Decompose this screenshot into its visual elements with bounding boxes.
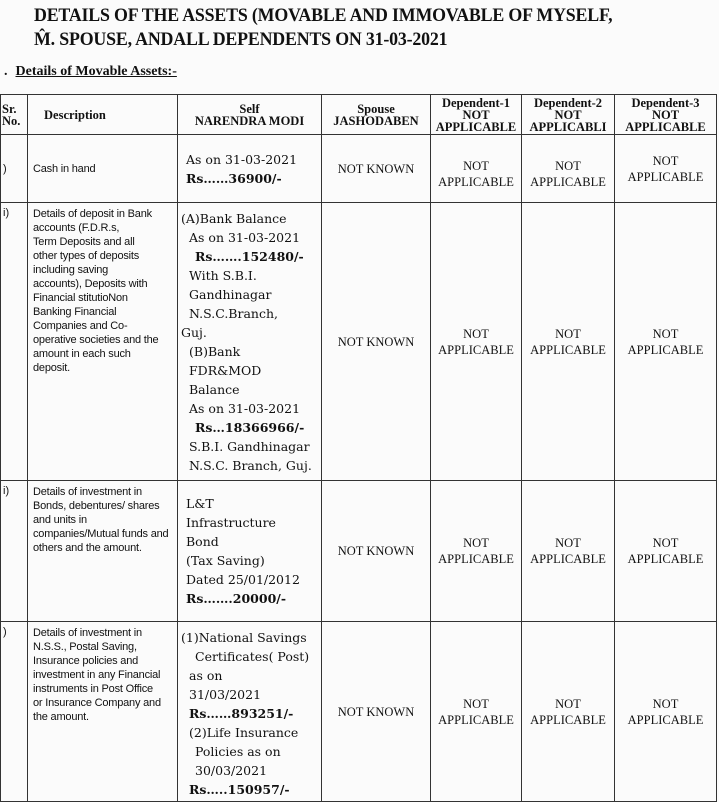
dep3-line: NOT xyxy=(652,536,679,550)
desc-line: Term Deposits and all xyxy=(33,236,135,248)
row-spouse-value: NOT KNOWN xyxy=(322,203,431,481)
self-line: 31/03/2021 xyxy=(189,687,262,702)
dep2-line: APPLICABLE xyxy=(530,342,606,357)
self-line: (A)Bank Balance xyxy=(181,210,287,226)
desc-line: accounts), Deposits with xyxy=(33,278,148,290)
header-dep2-line1: Dependent-2 xyxy=(533,95,603,110)
desc-line: Insurance policies and xyxy=(33,655,139,667)
header-dep2-line2: NOT xyxy=(554,107,582,122)
row-sr-no: i) xyxy=(1,203,28,481)
row-self-value xyxy=(178,203,322,481)
header-dep1-line2: NOT xyxy=(462,107,490,122)
row-dep3-value xyxy=(615,481,717,622)
dep3-line: APPLICABLE xyxy=(627,342,704,357)
desc-line: Banking Financial xyxy=(33,306,117,318)
self-line: With S.B.I. xyxy=(189,267,257,283)
dep2-line: APPLICABLE xyxy=(530,552,606,566)
dep1-line: APPLICABLE xyxy=(438,174,514,189)
header-sr-no xyxy=(1,95,28,135)
header-dep3-line1: Dependent-3 xyxy=(631,95,700,110)
row-dep1-value xyxy=(431,135,522,203)
section-heading xyxy=(4,64,177,80)
self-line: Bond xyxy=(186,534,219,549)
dep3-line: NOT xyxy=(652,696,679,711)
desc-line: the amount. xyxy=(33,711,89,723)
desc-line: or Insurance Company and xyxy=(33,697,161,709)
self-amount: Rs…..150957/- xyxy=(189,782,290,797)
dep2-line: NOT xyxy=(555,696,581,711)
self-line: (1)National Savings xyxy=(181,630,307,645)
dep2-line: APPLICABLE xyxy=(530,174,606,189)
self-line: Infrastructure xyxy=(186,515,276,530)
row-dep2-value xyxy=(522,203,615,481)
dep3-line: APPLICABLE xyxy=(627,712,704,727)
desc-line: Details of investment in xyxy=(33,627,142,639)
header-spouse-line1: Spouse xyxy=(357,101,395,116)
self-line: Dated 25/01/2012 xyxy=(186,572,300,587)
self-line: Certificates( Post) xyxy=(195,649,310,664)
row-spouse-value: NOT KNOWN xyxy=(322,481,431,622)
section-heading-text: Details of Movable Assets:- xyxy=(15,64,177,79)
self-amount: Rs……893251/- xyxy=(189,706,294,721)
header-dependent-2 xyxy=(522,95,615,135)
self-line: Guj. xyxy=(181,324,207,340)
self-line: As on 31-03-2021 xyxy=(186,151,298,167)
desc-line: N.S.S., Postal Saving, xyxy=(33,641,137,653)
desc-line: Bonds, debentures/ shares xyxy=(33,500,160,512)
dep1-line: APPLICABLE xyxy=(438,552,514,566)
desc-line: Details of deposit in Bank xyxy=(33,208,152,220)
desc-line: companies/Mutual funds and xyxy=(33,528,169,540)
desc-line: Companies and Co- xyxy=(33,320,128,332)
header-dep2-line3: APPLICABLI xyxy=(529,119,607,134)
dep3-line: APPLICABLE xyxy=(627,169,704,184)
header-sr-line2: No. xyxy=(2,113,21,128)
self-line: Gandhinagar xyxy=(189,286,272,302)
dep2-line: NOT xyxy=(555,326,581,341)
row-dep3-value xyxy=(615,135,717,203)
dep1-line: NOT xyxy=(463,158,489,173)
desc-line: Financial stitutioNon xyxy=(33,292,128,304)
self-line: Balance xyxy=(189,381,240,397)
self-line: N.S.C.Branch, xyxy=(189,305,278,321)
dep1-line: NOT xyxy=(463,326,489,341)
header-dep1-line3: APPLICABLE xyxy=(435,119,517,134)
self-line: FDR&MOD xyxy=(189,362,262,378)
movable-assets-table xyxy=(0,94,717,802)
desc-line: investment in any Financial xyxy=(33,669,161,681)
row-description xyxy=(28,481,178,622)
self-amount: Rs…….152480/- xyxy=(195,248,304,264)
desc-line: deposit. xyxy=(33,362,70,374)
dep2-line: NOT xyxy=(555,536,581,550)
dep3-line: NOT xyxy=(652,153,679,168)
table-row xyxy=(1,481,717,622)
self-amount: Rs……36900/- xyxy=(186,170,282,186)
self-line: As on 31-03-2021 xyxy=(189,400,301,416)
dep1-line: APPLICABLE xyxy=(438,342,514,357)
row-description xyxy=(28,622,178,802)
dep1-line: APPLICABLE xyxy=(438,712,514,727)
self-line: S.B.I. Gandhinagar xyxy=(189,438,310,454)
dep1-line: NOT xyxy=(463,536,489,550)
row-dep3-value xyxy=(615,622,717,802)
desc-line: and units in xyxy=(33,514,87,526)
title-line-1: DETAILS OF THE ASSETS (MOVABLE AND IMMOVABLE OF MYSELF, xyxy=(34,5,613,26)
row-dep2-value xyxy=(522,622,615,802)
dep3-line: NOT xyxy=(652,326,679,341)
desc-line: other types of deposits xyxy=(33,250,140,262)
row-dep2-value xyxy=(522,481,615,622)
header-spouse-line2: JASHODABEN xyxy=(333,113,419,128)
self-line: as on xyxy=(189,668,223,683)
table-row xyxy=(1,622,717,802)
desc-line: operative societies and the xyxy=(33,334,159,346)
row-sr-no: ) xyxy=(1,622,28,802)
desc-line: including saving xyxy=(33,264,109,276)
desc-line: accounts (F.D.R.s, xyxy=(33,222,120,234)
row-self-value xyxy=(178,481,322,622)
header-description: Description xyxy=(28,95,178,135)
table-header-row xyxy=(1,95,717,135)
desc-line: Details of investment in xyxy=(33,486,142,498)
row-spouse-value: NOT KNOWN xyxy=(322,622,431,802)
header-spouse xyxy=(322,95,431,135)
header-self-line2: NARENDRA MODI xyxy=(194,113,305,128)
header-sr-line1: Sr. xyxy=(2,101,17,116)
self-line: (Tax Saving) xyxy=(186,553,265,568)
row-sr-no: i) xyxy=(1,481,28,622)
dep2-line: APPLICABLE xyxy=(530,712,606,727)
self-line: Policies as on xyxy=(195,744,281,759)
dep3-line: APPLICABLE xyxy=(627,552,704,566)
desc-line: instruments in Post Office xyxy=(33,683,153,695)
row-spouse-value: NOT KNOWN xyxy=(322,135,431,203)
row-dep3-value xyxy=(615,203,717,481)
table-row xyxy=(1,135,717,203)
row-self-value xyxy=(178,622,322,802)
document-title xyxy=(34,4,612,52)
self-line: (B)Bank xyxy=(189,343,241,359)
self-line: 30/03/2021 xyxy=(195,763,268,778)
dep2-line: NOT xyxy=(555,158,581,173)
row-dep1-value xyxy=(431,481,522,622)
self-amount: Rs…….20000/- xyxy=(186,591,287,606)
header-dep3-line2: NOT xyxy=(651,107,680,122)
dep1-line: NOT xyxy=(463,696,489,711)
title-line-2: M̂. SPOUSE, ANDALL DEPENDENTS ON 31-03-2021 xyxy=(34,29,448,50)
header-dependent-3 xyxy=(615,95,717,135)
self-line: As on 31-03-2021 xyxy=(189,229,301,245)
header-self-line1: Self xyxy=(239,101,260,116)
row-description xyxy=(28,203,178,481)
self-line: N.S.C. Branch, Guj. xyxy=(189,457,312,473)
header-self xyxy=(178,95,322,135)
self-line: L&T xyxy=(186,496,214,511)
row-sr-no: ) xyxy=(1,135,28,203)
header-dep1-line1: Dependent-1 xyxy=(441,95,511,110)
self-line: (2)Life Insurance xyxy=(189,725,299,740)
desc-line: others and the amount. xyxy=(33,542,142,554)
row-self-value xyxy=(178,135,322,203)
header-dep3-line3: APPLICABLE xyxy=(625,119,706,134)
section-bullet: . xyxy=(4,64,8,79)
row-dep1-value xyxy=(431,203,522,481)
row-description: Cash in hand xyxy=(28,135,178,203)
desc-line: amount in each such xyxy=(33,348,131,360)
row-dep2-value xyxy=(522,135,615,203)
header-dependent-1 xyxy=(431,95,522,135)
self-amount: Rs…18366966/- xyxy=(195,419,305,435)
row-dep1-value xyxy=(431,622,522,802)
table-row xyxy=(1,203,717,481)
